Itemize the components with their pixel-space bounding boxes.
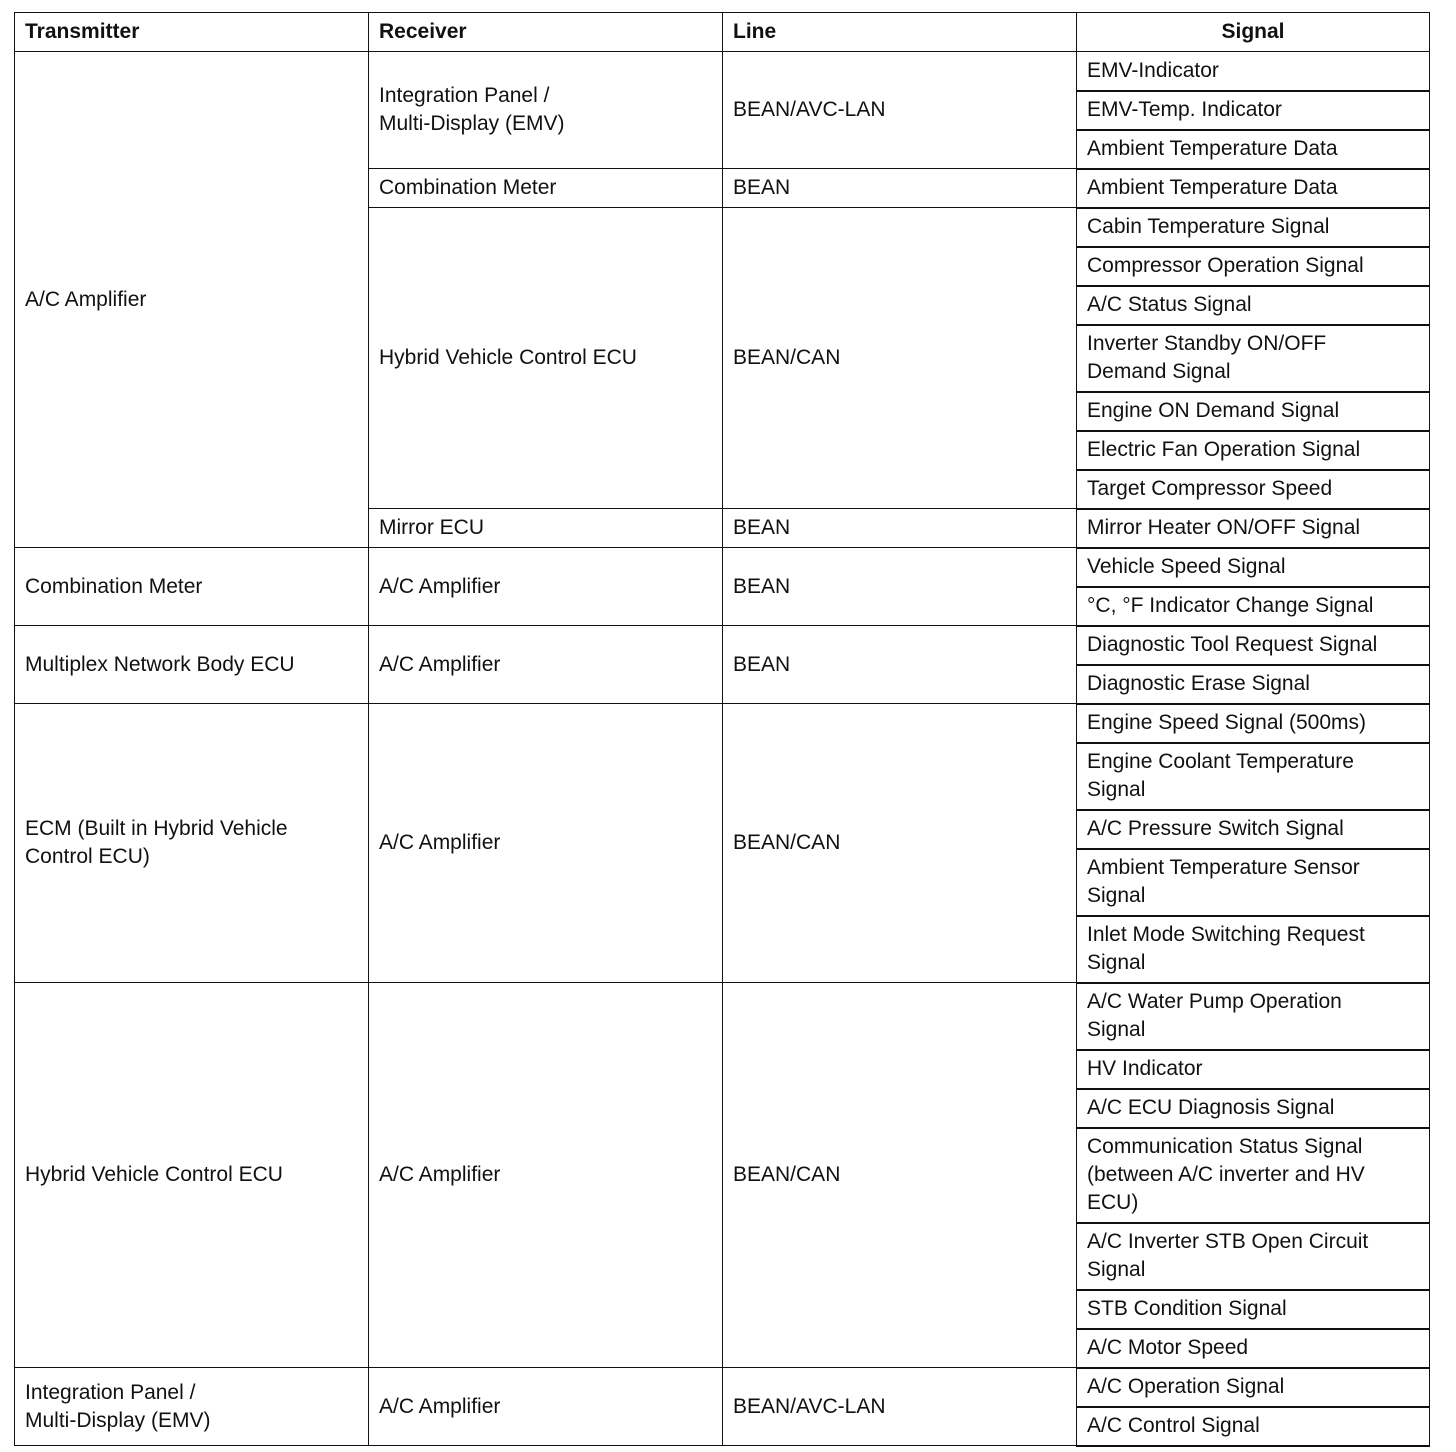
table-row <box>15 52 1430 91</box>
receiver-cell: Combination Meter <box>369 169 723 208</box>
signal-cell: Inverter Standby ON/OFF Demand Signal <box>1077 325 1430 392</box>
signal-cell: Electric Fan Operation Signal <box>1077 431 1430 470</box>
header-signal: Signal <box>1077 13 1430 52</box>
signal-cell: Vehicle Speed Signal <box>1077 548 1430 587</box>
receiver-cell: A/C Amplifier <box>369 548 723 626</box>
signal-cell: EMV-Indicator <box>1077 52 1430 91</box>
line-cell: BEAN <box>723 509 1077 548</box>
transmitter-cell: A/C Amplifier <box>15 52 369 548</box>
signal-cell: Engine ON Demand Signal <box>1077 392 1430 431</box>
transmitter-cell: Hybrid Vehicle Control ECU <box>15 983 369 1368</box>
receiver-cell: Hybrid Vehicle Control ECU <box>369 208 723 509</box>
signal-cell: A/C Water Pump Operation Signal <box>1077 983 1430 1050</box>
receiver-cell: A/C Amplifier <box>369 983 723 1368</box>
receiver-cell: Mirror ECU <box>369 509 723 548</box>
signal-cell: HV Indicator <box>1077 1050 1430 1089</box>
communication-signal-table <box>14 12 1430 1447</box>
signal-cell: Diagnostic Erase Signal <box>1077 665 1430 704</box>
header-transmitter: Transmitter <box>15 13 369 52</box>
transmitter-cell: Combination Meter <box>15 548 369 626</box>
signal-cell: Mirror Heater ON/OFF Signal <box>1077 509 1430 548</box>
receiver-cell: Integration Panel / Multi-Display (EMV) <box>369 52 723 169</box>
signal-cell: Compressor Operation Signal <box>1077 247 1430 286</box>
line-cell: BEAN/AVC-LAN <box>723 52 1077 169</box>
signal-cell: Target Compressor Speed <box>1077 470 1430 509</box>
signal-cell: A/C ECU Diagnosis Signal <box>1077 1089 1430 1128</box>
signal-cell: EMV-Temp. Indicator <box>1077 91 1430 130</box>
signal-cell: Communication Status Signal (between A/C inverter and HV ECU) <box>1077 1128 1430 1223</box>
signal-cell: Ambient Temperature Data <box>1077 130 1430 169</box>
table-body <box>15 52 1430 1446</box>
transmitter-cell: Integration Panel / Multi-Display (EMV) <box>15 1368 369 1446</box>
signal-cell: Diagnostic Tool Request Signal <box>1077 626 1430 665</box>
header-receiver: Receiver <box>369 13 723 52</box>
signal-cell: A/C Status Signal <box>1077 286 1430 325</box>
signal-cell: Inlet Mode Switching Request Signal <box>1077 916 1430 983</box>
signal-table-document <box>14 12 1430 1447</box>
transmitter-cell: Multiplex Network Body ECU <box>15 626 369 704</box>
signal-cell: Cabin Temperature Signal <box>1077 208 1430 247</box>
line-cell: BEAN/CAN <box>723 208 1077 509</box>
table-row <box>15 704 1430 743</box>
line-cell: BEAN <box>723 169 1077 208</box>
table-row <box>15 983 1430 1050</box>
signal-cell: Ambient Temperature Sensor Signal <box>1077 849 1430 916</box>
signal-cell: A/C Pressure Switch Signal <box>1077 810 1430 849</box>
signal-cell: STB Condition Signal <box>1077 1290 1430 1329</box>
table-row <box>15 1368 1430 1407</box>
receiver-cell: A/C Amplifier <box>369 626 723 704</box>
signal-cell: A/C Motor Speed <box>1077 1329 1430 1368</box>
signal-cell: A/C Operation Signal <box>1077 1368 1430 1407</box>
header-line: Line <box>723 13 1077 52</box>
line-cell: BEAN <box>723 626 1077 704</box>
receiver-cell: A/C Amplifier <box>369 1368 723 1446</box>
signal-cell: Ambient Temperature Data <box>1077 169 1430 208</box>
line-cell: BEAN <box>723 548 1077 626</box>
receiver-cell: A/C Amplifier <box>369 704 723 983</box>
header-row <box>15 13 1430 52</box>
signal-cell: Engine Coolant Temperature Signal <box>1077 743 1430 810</box>
signal-cell: A/C Control Signal <box>1077 1407 1430 1446</box>
line-cell: BEAN/AVC-LAN <box>723 1368 1077 1446</box>
line-cell: BEAN/CAN <box>723 983 1077 1368</box>
table-row <box>15 626 1430 665</box>
table-row <box>15 548 1430 587</box>
transmitter-cell: ECM (Built in Hybrid Vehicle Control ECU) <box>15 704 369 983</box>
signal-cell: Engine Speed Signal (500ms) <box>1077 704 1430 743</box>
line-cell: BEAN/CAN <box>723 704 1077 983</box>
signal-cell: A/C Inverter STB Open Circuit Signal <box>1077 1223 1430 1290</box>
signal-cell: °C, °F Indicator Change Signal <box>1077 587 1430 626</box>
